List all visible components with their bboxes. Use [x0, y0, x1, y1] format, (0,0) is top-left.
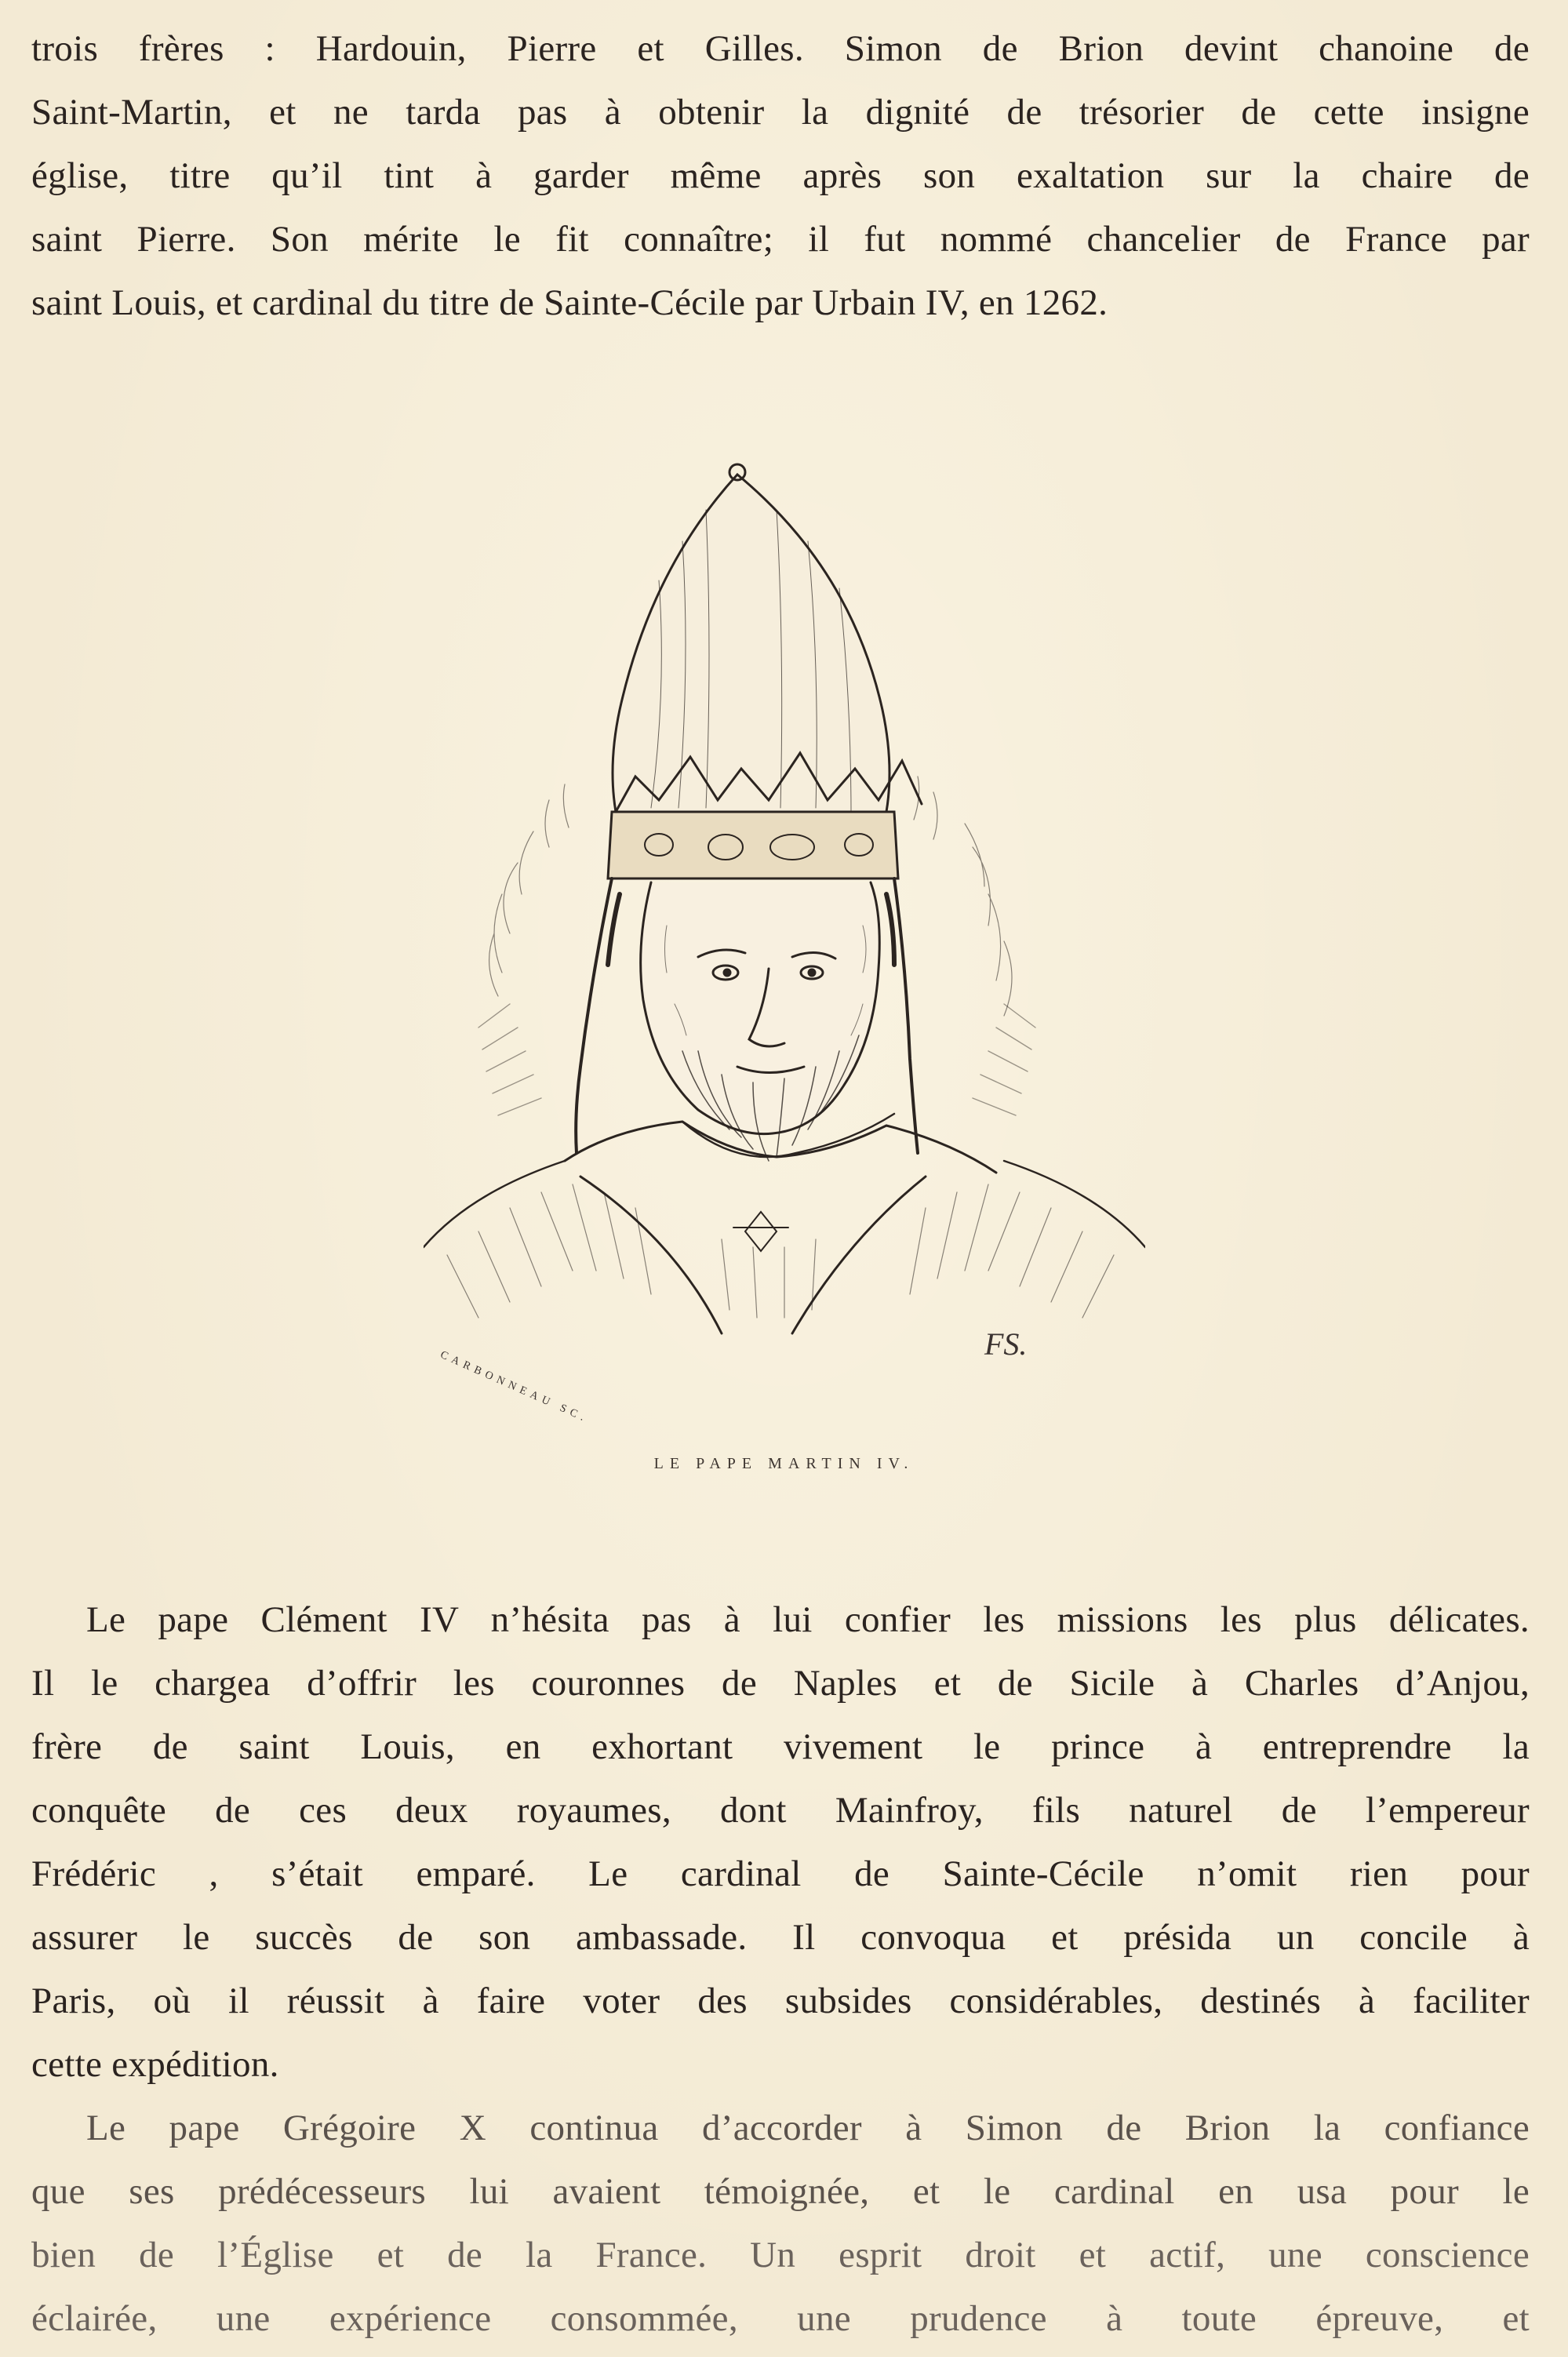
text-line: saint Pierre. Son mérite le fit connaître; il fut nommé chancelier de France par: [31, 219, 1530, 260]
paragraph-1: [31, 17, 1530, 335]
text-line: éclairée, une expérience consommée, une prudence à toute épreuve, et: [31, 2298, 1530, 2339]
artist-monogram: FS.: [984, 1326, 1028, 1362]
text-line: que ses prédécesseurs lui avaient témoignée, et le cardinal en usa pour le: [31, 2171, 1530, 2212]
text-line: Il le chargea d’offrir les couronnes de Naples et de Sicile à Charles d’Anjou,: [31, 1663, 1530, 1704]
text-line: église, titre qu’il tint à garder même après son exaltation sur la chaire de: [31, 155, 1530, 196]
text-line: conquête de ces deux royaumes, dont Mainfroy, fils naturel de l’empereur: [31, 1790, 1530, 1831]
text-line: cette expédition.: [31, 2044, 279, 2085]
paragraph-3: [31, 2097, 1530, 2351]
text-line: assurer le succès de son ambassade. Il convoqua et présida un concile à: [31, 1917, 1530, 1958]
text-line: trois frères : Hardouin, Pierre et Gilles. Simon de Brion devint chanoine de: [31, 28, 1530, 69]
text-line: Paris, où il réussit à faire voter des subsides considérables, destinés à faciliter: [31, 1981, 1530, 2021]
illustration-caption: LE PAPE MARTIN IV.: [653, 1455, 915, 1472]
text-line: Saint-Martin, et ne tarda pas à obtenir la dignité de trésorier de cette insigne: [31, 92, 1530, 133]
paragraph-2: [31, 1588, 1530, 2097]
text-line: frère de saint Louis, en exhortant vivement le prince à entreprendre la: [31, 1726, 1530, 1767]
text-line: Le pape Grégoire X continua d’accorder à Simon de Brion la confiance: [86, 2108, 1530, 2148]
text-line: saint Louis, et cardinal du titre de Sainte-Cécile par Urbain IV, en 1262.: [31, 282, 1108, 323]
text-line: Le pape Clément IV n’hésita pas à lui confier les missions les plus délicates.: [86, 1599, 1530, 1640]
engraver-signature: CARBONNEAU SC.: [438, 1349, 591, 1426]
portrait-engraving: [424, 455, 1145, 1435]
text-line: Frédéric , s’était emparé. Le cardinal de Sainte-Cécile n’omit rien pour: [31, 1853, 1530, 1894]
text-line: bien de l’Église et de la France. Un esprit droit et actif, une conscience: [31, 2235, 1530, 2275]
